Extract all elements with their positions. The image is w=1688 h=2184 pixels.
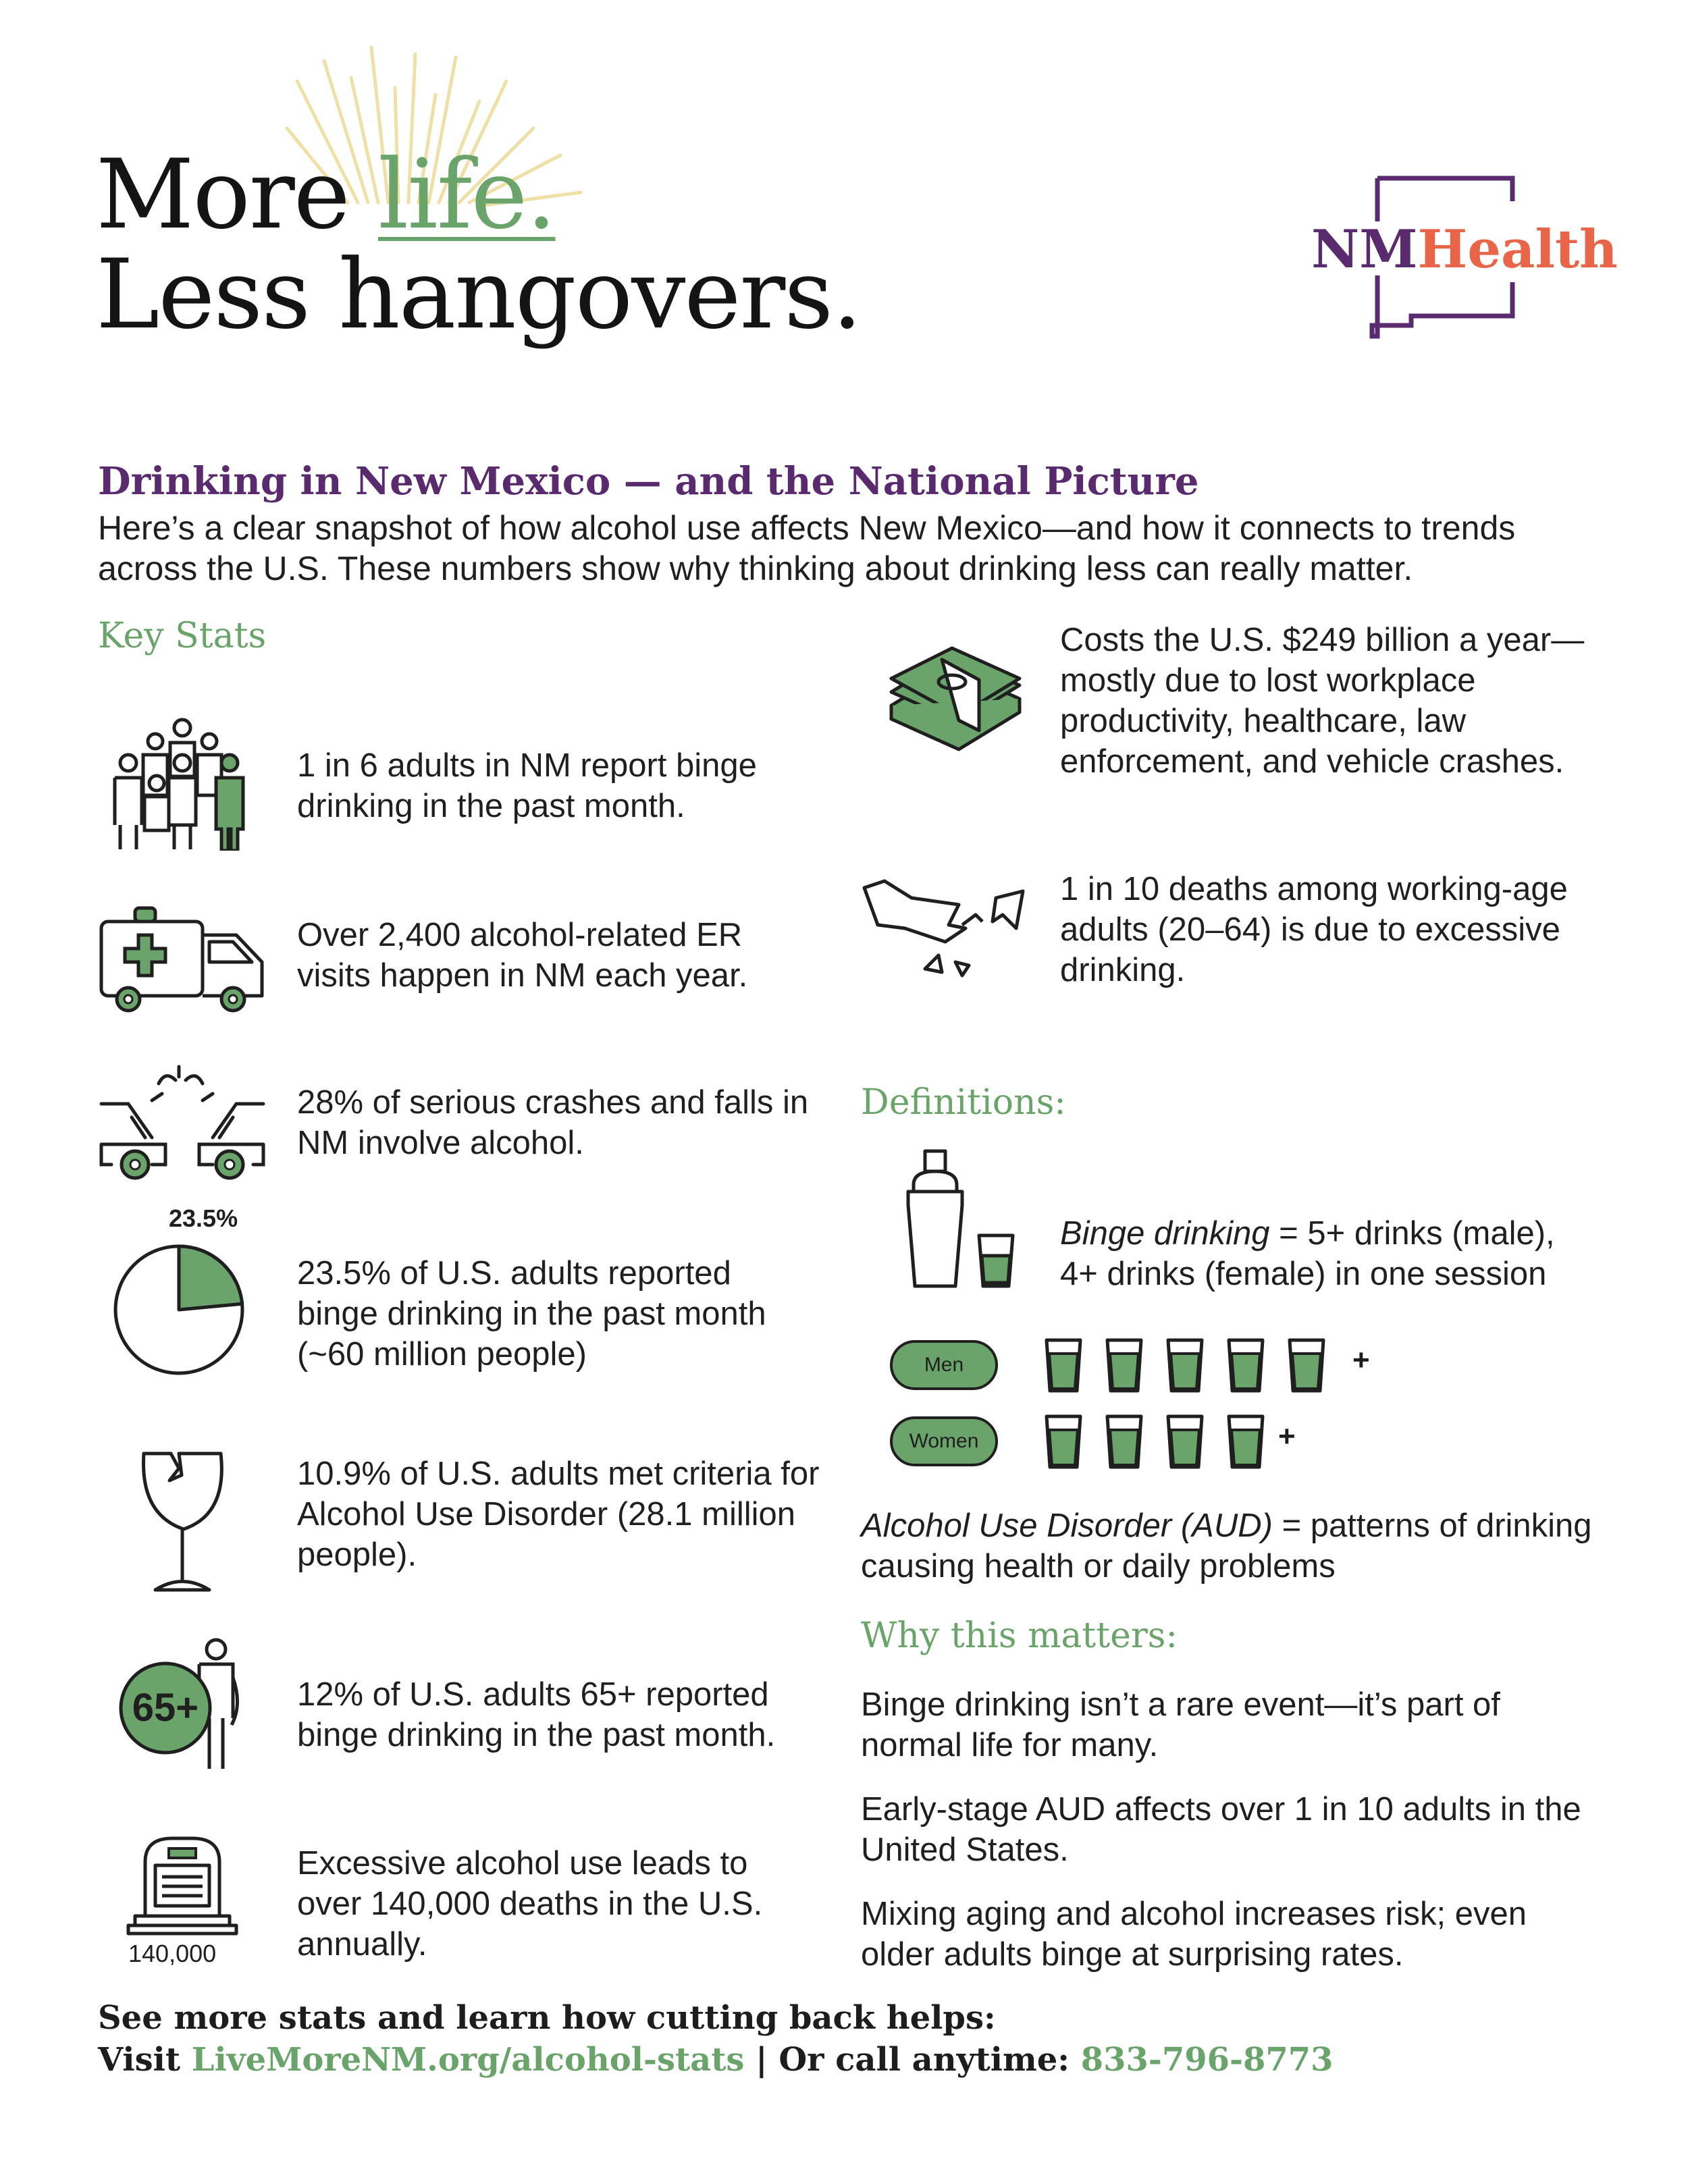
shaker-and-glass-icon xyxy=(901,1148,1023,1289)
footer-line1: See more stats and learn how cutting back helps: xyxy=(98,1999,996,2037)
why-heading: Why this matters: xyxy=(861,1616,1178,1656)
women-glass-fill-4 xyxy=(1232,1430,1260,1465)
aud-definition xyxy=(861,1506,1604,1587)
aud-term: Alcohol Use Disorder (AUD) xyxy=(861,1508,1273,1544)
stat-text-7: Excessive alcohol use leads to over 140,000 deaths in the U.S. annually. xyxy=(297,1845,763,1963)
section-title: Drinking in New Mexico — and the National Picture xyxy=(98,459,1199,504)
women-glass-fill-2 xyxy=(1110,1430,1138,1465)
footer xyxy=(98,1997,1334,2081)
broken-bottle-icon xyxy=(861,878,1030,979)
why-point-2: Early-stage AUD affects over 1 in 10 adults in the United States. xyxy=(861,1791,1581,1868)
section-intro: Here’s a clear snapshot of how alcohol use affects New Mexico—and how it connects to trends across the U.S. These numbers show why thinking about drinking less can really matter. xyxy=(98,509,1516,587)
men-plus: + xyxy=(1352,1343,1370,1377)
headline xyxy=(96,139,862,350)
car-crash-icon xyxy=(98,1063,267,1185)
pie-label: 23.5% xyxy=(169,1204,238,1232)
gravestone-icon xyxy=(125,1835,240,1936)
women-drinks xyxy=(1040,1413,1404,1474)
men-glass-fill-1 xyxy=(1049,1354,1078,1389)
headline-more: More xyxy=(96,139,349,250)
nmhealth-logo xyxy=(1310,174,1618,343)
stat-text-2: Over 2,400 alcohol-related ER visits happen in NM each year. xyxy=(297,917,748,994)
right-stat-text-1: Costs the U.S. $249 billion a year—mostly due to lost workplace productivity, healthcare, law enforcement, and vehicle crashes. xyxy=(1060,622,1585,780)
why-point-1: Binge drinking isn’t a rare event—it’s part of normal life for many. xyxy=(861,1686,1500,1763)
women-pill: Women xyxy=(890,1416,998,1466)
binge-definition xyxy=(1060,1213,1593,1294)
binge-def: = 5+ drinks (male), 4+ drinks (female) in one session xyxy=(1060,1215,1555,1292)
aud-def: = patterns of drinking causing health or daily problems xyxy=(861,1508,1592,1584)
men-glass-fill-2 xyxy=(1110,1354,1138,1389)
stat-text-3: 28% of serious crashes and falls in NM involve alcohol. xyxy=(297,1084,809,1161)
pie-chart-icon xyxy=(111,1242,246,1377)
footer-phone-link[interactable]: 833-796-8773 xyxy=(1080,2041,1334,2079)
women-plus: + xyxy=(1278,1420,1296,1453)
women-glass-fill-3 xyxy=(1171,1430,1199,1465)
ambulance-icon xyxy=(98,901,267,1016)
headline-life: life. xyxy=(377,139,556,250)
broken-glass-icon xyxy=(138,1448,226,1597)
key-stats-heading: Key Stats xyxy=(98,616,267,656)
people-group-icon xyxy=(108,716,257,851)
money-stack-icon xyxy=(888,645,1023,753)
stat-text-4: 23.5% of U.S. adults reported binge drinking in the past month (~60 million people) xyxy=(297,1255,766,1373)
women-glass-fill-1 xyxy=(1049,1430,1078,1465)
age-badge: 65+ xyxy=(132,1686,199,1730)
why-point-3: Mixing aging and alcohol increases risk; even older adults binge at surprising rates. xyxy=(861,1896,1527,1973)
definitions-heading: Definitions: xyxy=(861,1082,1066,1123)
men-drinks xyxy=(1040,1337,1404,1397)
right-stat-text-2: 1 in 10 deaths among working-age adults (20–64) is due to excessive drinking. xyxy=(1060,871,1568,988)
men-glass-fill-5 xyxy=(1292,1354,1321,1389)
men-glass-fill-3 xyxy=(1171,1354,1199,1389)
deaths-caption: 140,000 xyxy=(128,1940,217,1967)
stat-text-6: 12% of U.S. adults 65+ reported binge drinking in the past month. xyxy=(297,1676,776,1753)
footer-url-link[interactable]: LiveMoreNM.org/alcohol-stats xyxy=(191,2041,745,2079)
stat-text-1: 1 in 6 adults in NM report binge drinking in the past month. xyxy=(297,747,757,824)
men-glass-fill-4 xyxy=(1232,1354,1260,1389)
footer-visit: Visit xyxy=(98,2041,192,2079)
binge-term: Binge drinking xyxy=(1060,1215,1270,1252)
footer-sep: | Or call anytime: xyxy=(744,2041,1081,2079)
stat-text-5: 10.9% of U.S. adults met criteria for Alcohol Use Disorder (28.1 million people). xyxy=(297,1456,820,1573)
logo-nm: NM xyxy=(1311,219,1418,280)
headline-line2: Less hangovers. xyxy=(96,239,862,350)
men-pill: Men xyxy=(890,1340,998,1390)
pie-slice xyxy=(179,1246,242,1310)
logo-health: Health xyxy=(1417,219,1618,280)
